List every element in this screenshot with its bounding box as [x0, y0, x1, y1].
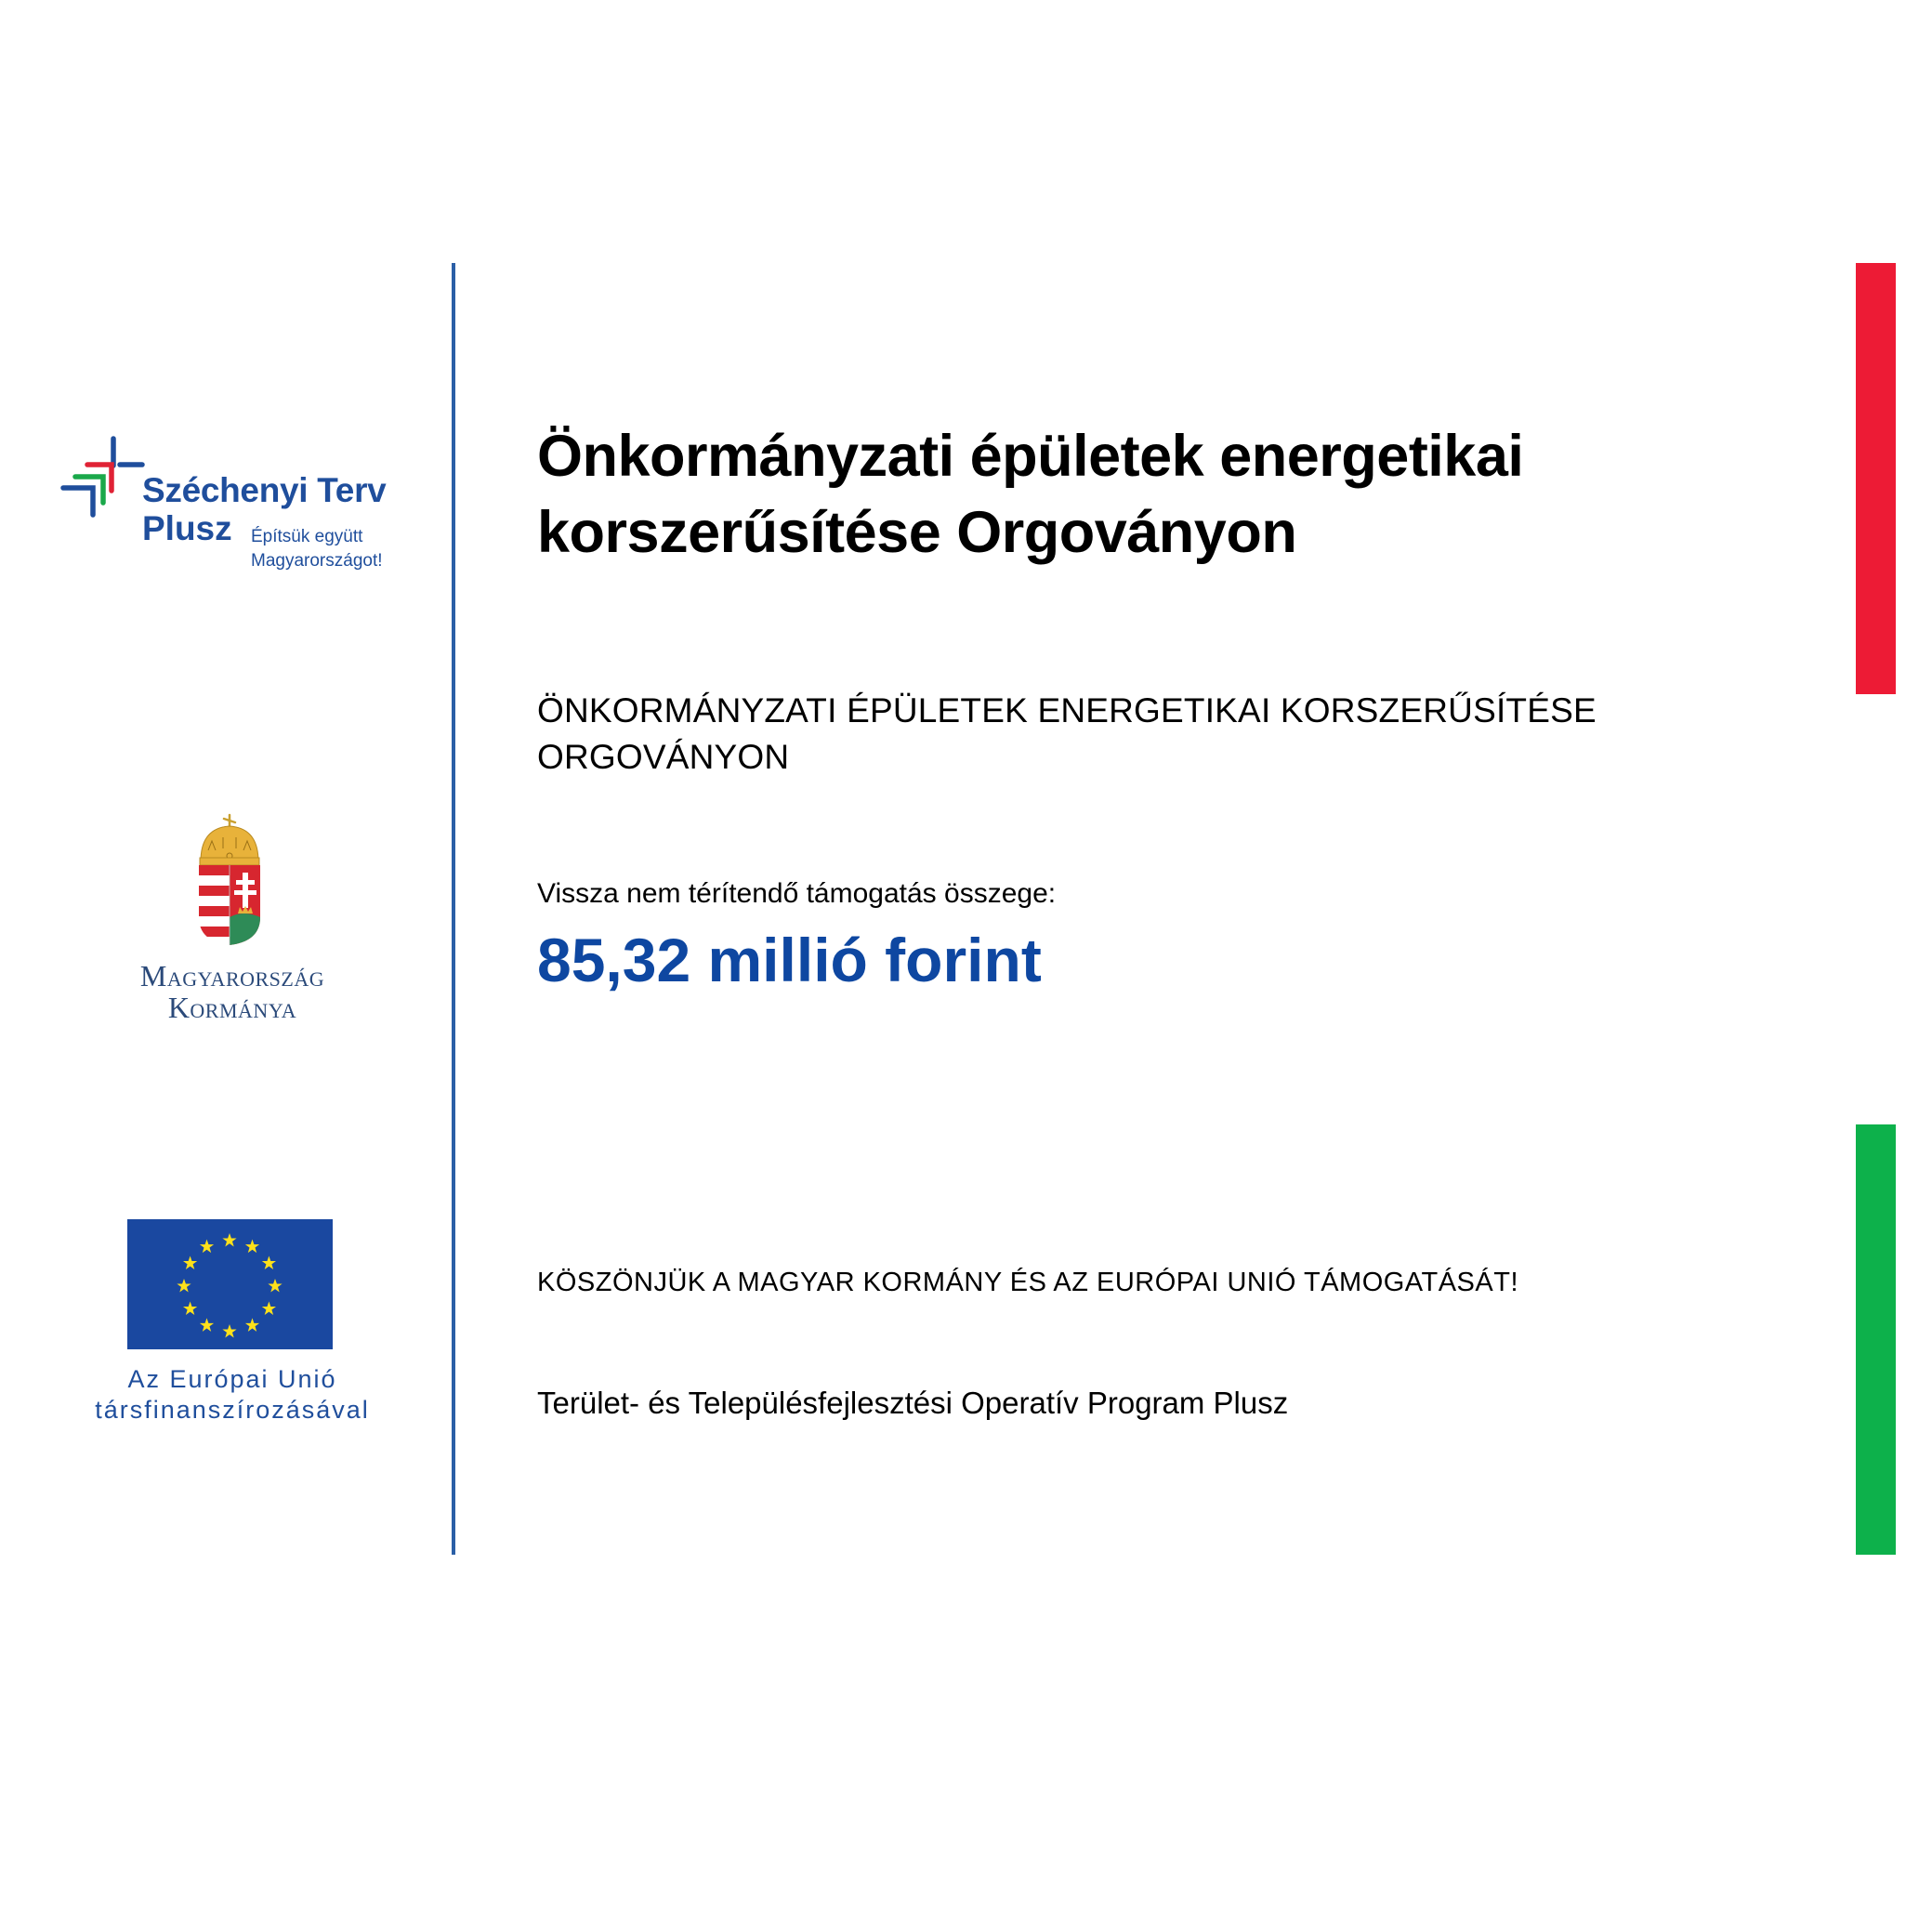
eu-caption	[84, 1364, 381, 1426]
eu-cofinancing-logo	[84, 1217, 381, 1431]
support-amount-value: 85,32 millió forint	[537, 926, 1042, 994]
tagline-line-1: Építsük együtt	[251, 527, 363, 546]
project-title	[537, 418, 1523, 571]
project-title-line-2: korszerűsítése Orgoványon	[537, 500, 1297, 565]
coat-of-arms-icon	[195, 813, 265, 948]
szechenyi-terv-plusz-logo	[56, 432, 427, 581]
government-caption	[112, 960, 353, 1023]
red-flag-bar	[1856, 263, 1896, 694]
hungarian-government-logo	[112, 813, 353, 1027]
project-subtitle-line-1: ÖNKORMÁNYZATI ÉPÜLETEK ENERGETIKAI KORSZERŰSÍTÉSE	[537, 691, 1597, 729]
szechenyi-tagline	[251, 525, 383, 573]
thanks-message: KÖSZÖNJÜK A MAGYAR KORMÁNY ÉS AZ EURÓPAI UNIÓ TÁMOGATÁSÁT!	[537, 1268, 1519, 1297]
szechenyi-title: Széchenyi Terv	[142, 471, 387, 509]
project-title-line-1: Önkormányzati épületek energetikai	[537, 424, 1524, 489]
eu-line-2: társfinanszírozásával	[95, 1396, 370, 1424]
project-subtitle	[537, 688, 1597, 781]
government-line-1: Magyarország	[139, 959, 325, 992]
tagline-line-2: Magyarországot!	[251, 551, 383, 571]
support-amount-label: Vissza nem térítendő támogatás összege:	[537, 878, 1057, 909]
eu-stars-icon	[127, 1219, 333, 1349]
government-line-2: Kormánya	[167, 991, 297, 1024]
project-subtitle-line-2: ORGOVÁNYON	[537, 738, 790, 776]
green-flag-bar	[1856, 1124, 1896, 1555]
szechenyi-cross-icon	[56, 432, 149, 525]
vertical-divider	[452, 263, 455, 1555]
eu-line-1: Az Európai Unió	[127, 1365, 337, 1393]
szechenyi-plusz: Plusz	[142, 509, 232, 547]
program-name: Terület- és Településfejlesztési Operatív Program Plusz	[537, 1386, 1289, 1420]
eu-flag-icon	[127, 1219, 333, 1349]
